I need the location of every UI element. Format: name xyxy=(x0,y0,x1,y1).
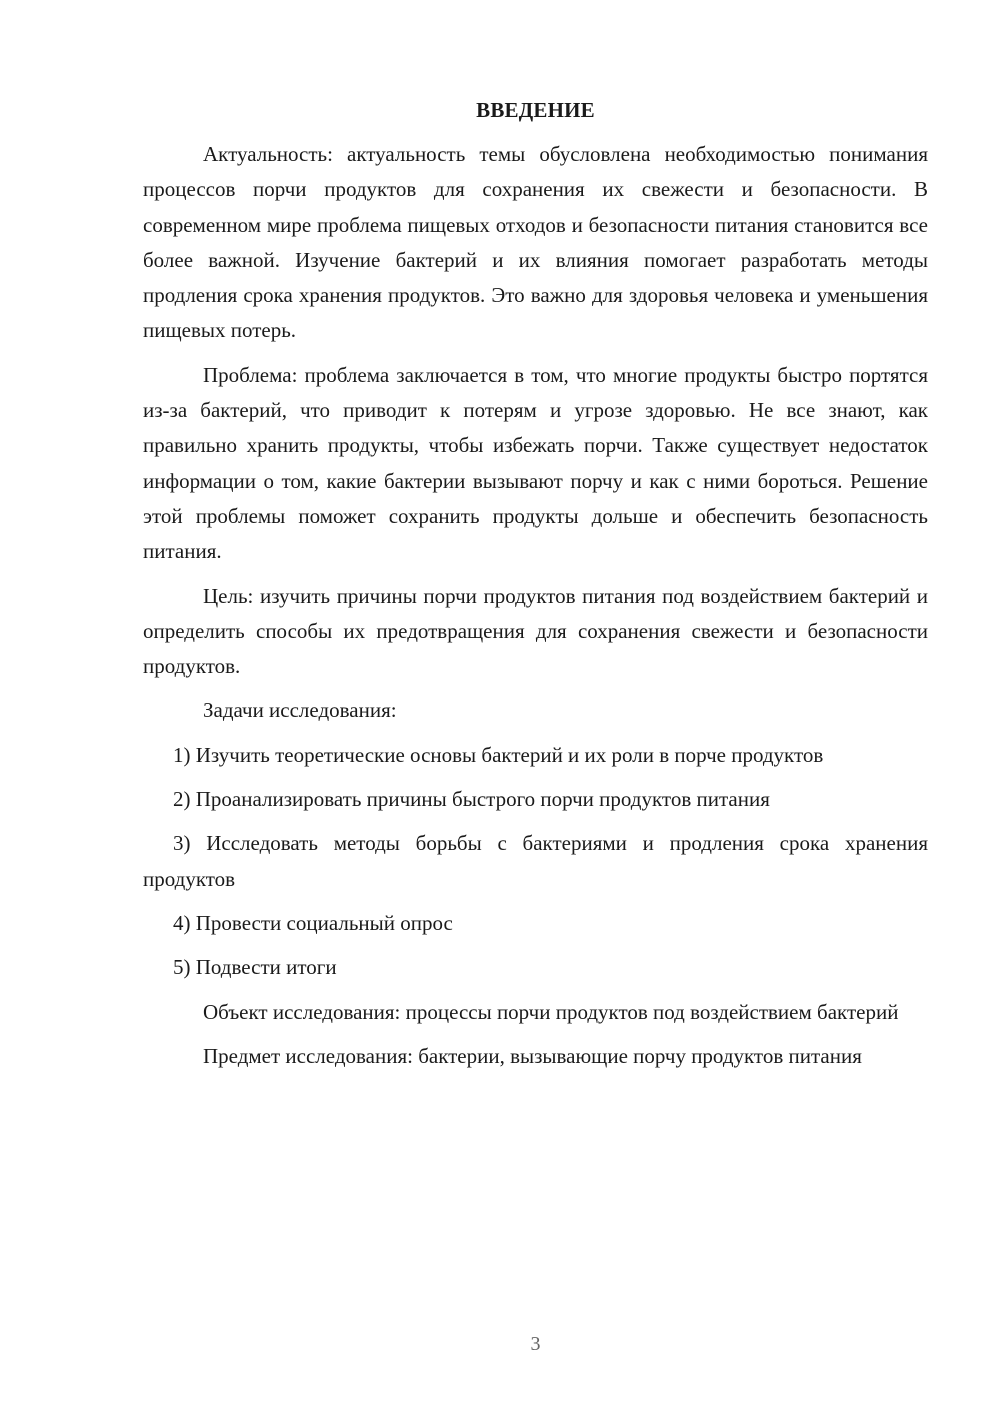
task-item-4: 4) Провести социальный опрос xyxy=(173,910,453,935)
paragraph-subject: Предмет исследования: бактерии, вызывающие порчу продуктов питания xyxy=(203,1043,862,1068)
task-item-1: 1) Изучить теоретические основы бактерий и их роли в порче продуктов xyxy=(173,742,824,767)
paragraph-problem: Проблема: проблема заключается в том, что многие продукты быстро портятся из-за бактерий, что приводит к потерям и угрозе здоровью. Не все знают, как правильно хранить продукты, чтобы избежать порчи. Также существует недостаток информации о том, какие бактерии вызывают порчу и как с ними бороться. Решение этой проблемы поможет сохранить продукты дольше и обеспечить безопасность питания. xyxy=(143,362,928,564)
page-number: 3 xyxy=(530,1333,541,1355)
task-item-5: 5) Подвести итоги xyxy=(173,955,337,980)
paragraph-tasks-intro: Задачи исследования: xyxy=(203,698,397,723)
page-title: ВВЕДЕНИЕ xyxy=(476,98,595,122)
paragraph-object: Объект исследования: процессы порчи продуктов под воздействием бактерий xyxy=(203,999,899,1024)
paragraph-goal: Цель: изучить причины порчи продуктов питания под воздействием бактерий и определить способы их предотвращения для сохранения свежести и безопасности продуктов. xyxy=(143,583,928,679)
task-item-2: 2) Проанализировать причины быстрого порчи продуктов питания xyxy=(173,787,770,812)
paragraph-relevance: Актуальность: актуальность темы обусловлена необходимостью понимания процессов порчи продуктов для сохранения их свежести и безопасности. В современном мире проблема пищевых отходов и безопасности питания становится все более важной. Изучение бактерий и их влияния помогает разработать методы продления срока хранения продуктов. Это важно для здоровья человека и уменьшения пищевых потерь. xyxy=(143,142,928,343)
task-item-3: 3) Исследовать методы борьбы с бактериями и продления срока хранения продуктов xyxy=(143,831,928,891)
document-page xyxy=(143,95,928,1083)
